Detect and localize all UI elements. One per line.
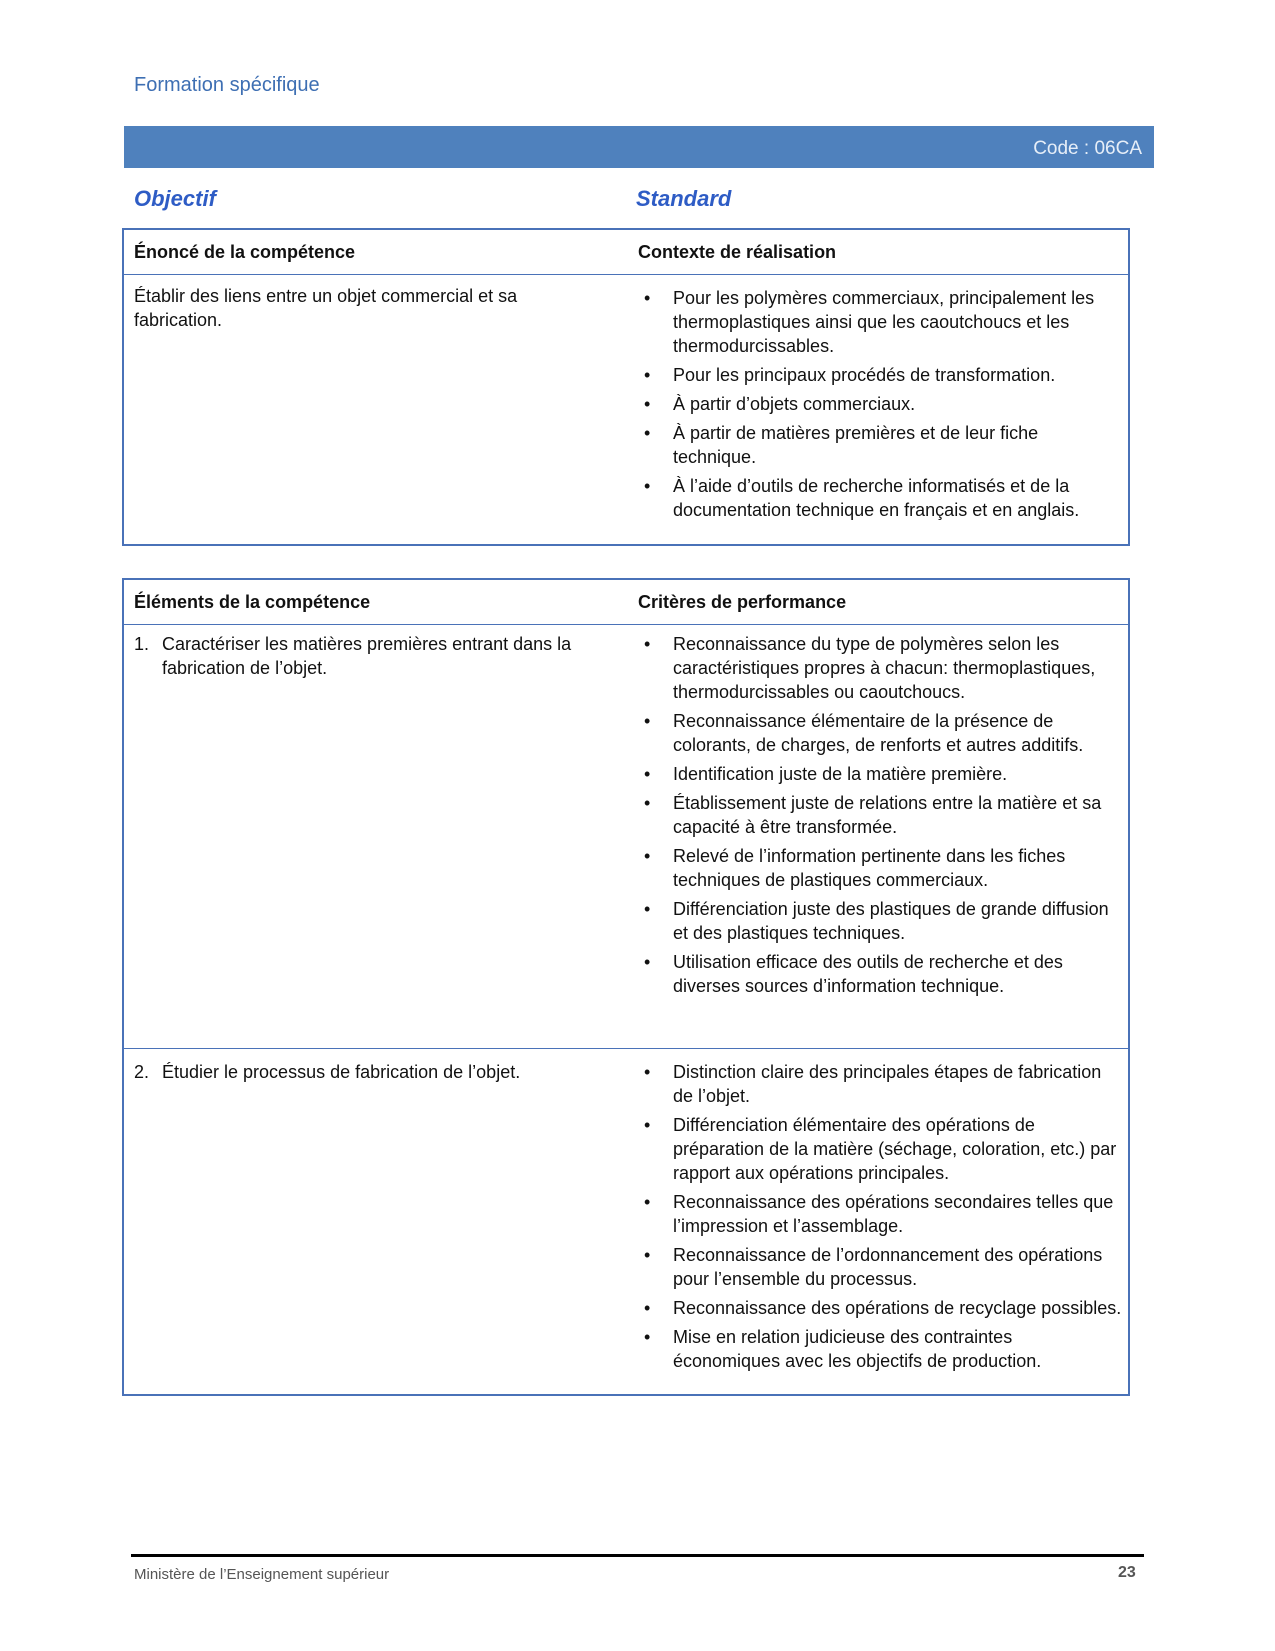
criterion-item: • Reconnaissance des opérations secondaires telles que l’impression et l’assemblage. [644,1190,1124,1238]
criterion-item: • Relevé de l’information pertinente dans les fiches techniques de plastiques commerciaux. [644,844,1124,892]
criterion-item: • Reconnaissance de l’ordonnancement des opérations pour l’ensemble du processus. [644,1243,1124,1291]
enonce-table-header [124,230,1128,275]
criterion-item: • Distinction claire des principales étapes de fabrication de l’objet. [644,1060,1124,1108]
page-number: 23 [1118,1564,1136,1581]
criterion-item: • Reconnaissance élémentaire de la présence de colorants, de charges, de renforts et autres additifs. [644,709,1124,757]
contexte-list [644,286,1124,527]
enonce-text: Établir des liens entre un objet commercial et sa fabrication. [134,286,518,330]
elements-header: Éléments de la compétence [134,592,371,612]
contexte-item: • À partir de matières premières et de leur fiche technique. [644,421,1124,469]
competency-code: Code : 06CA [1033,138,1142,159]
contexte-item: • À partir d’objets commerciaux. [644,392,1124,416]
standard-label: Standard [636,186,732,211]
contexte-item: • Pour les principaux procédés de transformation. [644,363,1124,387]
elements-table-header [124,580,1128,625]
objectif-label: Objectif [134,186,216,211]
row-divider [124,1048,1128,1049]
criterion-item: • Établissement juste de relations entre la matière et sa capacité à être transformée. [644,791,1124,839]
contexte-item: • À l’aide d’outils de recherche informatisés et de la documentation technique en français et en anglais. [644,474,1124,522]
element-2 [134,1060,614,1084]
contexte-item: • Pour les polymères commerciaux, principalement les thermoplastiques ainsi que les caoutchoucs et les thermodurcissables. [644,286,1124,358]
enonce-header: Énoncé de la compétence [134,242,356,262]
criterion-item: • Identification juste de la matière première. [644,762,1124,786]
criterion-item: • Différenciation élémentaire des opérations de préparation de la matière (séchage, coloration, etc.) par rapport aux opérations principales. [644,1113,1124,1185]
criterion-item: • Reconnaissance du type de polymères selon les caractéristiques propres à chacun: thermoplastiques, thermodurcissables ou caoutchoucs. [644,632,1124,704]
element-2-number: 2. [134,1062,150,1082]
footer-divider [131,1554,1144,1557]
elements-table [122,578,1130,1396]
element-1-text: Caractériser les matières premières entrant dans la fabrication de l’objet. [162,634,572,678]
section-title: Formation spécifique [134,74,320,96]
contexte-header: Contexte de réalisation [638,242,837,262]
element-2-text: Étudier le processus de fabrication de l’objet. [162,1062,521,1082]
criterion-item: • Reconnaissance des opérations de recyclage possibles. [644,1296,1124,1320]
criteres-header: Critères de performance [638,592,847,612]
enonce-table [122,228,1130,546]
element-1-number: 1. [134,634,150,654]
criteria-list-2 [644,1060,1124,1378]
element-1 [134,632,614,680]
criterion-item: • Utilisation efficace des outils de recherche et des diverses sources d’information technique. [644,950,1124,998]
criteria-list-1 [644,632,1124,1003]
code-bar [124,126,1154,168]
footer-ministry: Ministère de l’Enseignement supérieur [134,1566,390,1583]
criterion-item: • Mise en relation judicieuse des contraintes économiques avec les objectifs de production. [644,1325,1124,1373]
criterion-item: • Différenciation juste des plastiques de grande diffusion et des plastiques techniques. [644,897,1124,945]
